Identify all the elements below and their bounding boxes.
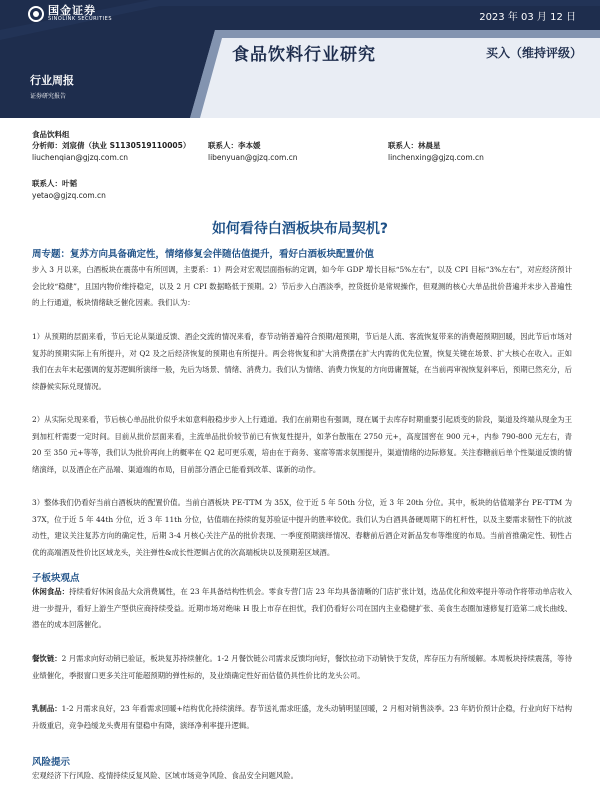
author-email[interactable]: libenyuan@gjzq.com.cn (208, 153, 298, 162)
author-email[interactable]: linchenxing@gjzq.com.cn (388, 153, 484, 162)
focus-point-1: 1）从预期的层面来看，节后无论从渠道反馈、酒企交流的情况来看，春节动销普遍符合预期/超预期，节后是人流、客流恢复带来的消费超预期回暖，因此节后市场对复苏的预期实际上有所提升，对 Q2 及之后经济恢复的预期也有所提升。两会将恢复和扩大消费摆在扩大内需的优先位置，恢复关键在场景、扩大核心在收入。正如我们在去年末起强调的复苏逻辑所演绎一般，先后为场景、情绪、消费力。我们认为情绪、消费力恢复的方向毋庸置疑，在当前再审视恢复斜率后，预期已然充分，后续静候实际兑现情况。 (32, 332, 572, 391)
focus-point-2: 2）从实际兑现来看，节后核心单品批价似乎未如意料般稳步步入上行通道。我们在前期也有强调，现在属于去库存时期重要引起质变的阶段，渠道及终端从现金为王到加杠杆需要一定时间。目前从批价层面来看，主流单品批价较节前已有恢复性提升，如茅台散瓶在 2750 元+，高度国窖在 900 元+，内参 790-800 元左右，青 20 至 350 元+等等，我们认为批价再向上的概率在 Q2 起可更乐观，培由在于商务、宴席等需求氛围提升，渠道情绪的边际修复。关注春糖前后单个性渠道反馈的情绪演绎，以及酒企在产品端、渠道端的布局，目前部分酒企已能看到改革、谋新的动作。 (32, 415, 572, 474)
article-title: 如何看待白酒板块布局契机? (211, 221, 389, 237)
report-subtype: 证券研究报告 (30, 93, 67, 100)
rating-badge: 买入（维持评级） (486, 46, 583, 60)
author-email[interactable]: yetao@gjzq.com.cn (32, 191, 106, 200)
report-date: 2023 年 03 月 12 日 (479, 12, 576, 23)
focus-heading: 周专题：复苏方向具备确定性，情绪修复会伴随估值提升，看好白酒板块配置价值 (32, 249, 375, 260)
author-name: 联系人：李本媛 (208, 141, 261, 150)
author-name: 联系人：叶韬 (32, 179, 77, 188)
risk-text: 宏观经济下行风险、疫情持续反复风险、区域市场竞争风险、食品安全问题风险。 (32, 771, 299, 780)
focus-point-3: 3）整体我们仍看好当前白酒板块的配置价值。当前白酒板块 PE-TTM 为 35X，位于近 5 年 50th 分位，近 3 年 20th 分位。其中，板块的估值端茅台 PE-TTM 为 37X，位于近 5 年 44th 分位，近 3 年 11th 分位，估值端在持续的复苏验证中提升的胜率较优。我们认为白酒具备硬周期下的杠杆性，以及主要需求韧性下的抗波动性，建议关注复苏方向的确定性，后期 3-4 月核心关注产品的批价表现、一季度预期演绎情况、春糖前后酒企对新品发布等维度的布局。当前首推确定性、韧性占优的高端酒及性价比区域龙头，关注弹性&成长性逻辑占优的次高端板块以及预期差区域酒。 (32, 498, 572, 557)
logo-name-en: SINOLINK SECURITIES (48, 16, 112, 22)
snack-foods-label: 休闲食品： (32, 587, 70, 596)
author-email[interactable]: liuchenqian@gjzq.com.cn (32, 153, 129, 162)
author-contact-3 (388, 140, 484, 164)
author-name: 联系人：林晨星 (388, 141, 441, 150)
snack-foods-paragraph (32, 584, 572, 634)
catering-chain-paragraph (32, 651, 572, 684)
sector-label: 食品饮料组 (32, 130, 70, 139)
risk-heading: 风险提示 (32, 757, 71, 768)
snack-foods-text: 持续看好休闲食品大众消费属性，在 23 年具备结构性机会。零食专营门店 23 年均具备清晰的门店扩张计划，选品优化和效率提升等动作将带动单店收入进一步提升，看好上游生产型供应商持续受益。近期市场对绝味 H 股上市存在担忧，我们仍看好公司在国内主业稳健扩张、美食生态圈加速修复打造第二成长曲线、潜在的成本回落催化。 (32, 587, 572, 630)
author-contact-2 (208, 140, 298, 164)
sub-sector-heading: 子板块观点 (32, 573, 80, 584)
author-contact-4 (32, 178, 106, 202)
catering-chain-text: 2 月需求向好动销已验证，板块复苏持续催化。1-2 月餐饮链公司需求反馈均向好，餐饮拉动下动销快于发货，库存压力有所缓解。本周板块持续震荡，等待业绩催化，季报窗口更多关注可能超预期的弹性标的，及业绩确定性好而估值仍具性价比的龙头公司。 (32, 654, 572, 680)
company-logo (28, 5, 112, 22)
dairy-label: 乳制品： (32, 704, 62, 713)
focus-intro: 步入 3 月以来，白酒板块在震荡中有所回调，主要系：1）两会对宏观层面指标的定调，如今年 GDP 增长目标“5%左右”，以及 CPI 目标“3%左右”，对应经济预计会比较“稳健”，且国内物价维持稳定，以及 2 月 CPI 数据略低于预期。2）节后步入白酒淡季，控货挺价是常规操作，但观测的核心大单品批价普遍并未步入普遍性的上行通道，板块情绪缺乏催化因素。我们认为： (32, 265, 572, 308)
catering-chain-label: 餐饮链： (32, 654, 62, 663)
header-banner (0, 0, 600, 118)
dairy-text: 1-2 月需求良好，23 年看需求回暖+结构优化持续演绎。春节送礼需求旺盛，龙头动销明显回暖，2 月相对销售淡季。23 年奶价预计企稳，行业向好下结构升级重启，竞争趋缓龙头费用有望稳中有降，演绎净利率提升逻辑。 (32, 704, 572, 730)
logo-name-cn: 国金证券 (48, 4, 96, 17)
logo-icon (28, 6, 44, 22)
author-analyst (32, 140, 190, 164)
dairy-paragraph (32, 701, 572, 734)
report-type: 行业周报 (30, 74, 74, 87)
author-name: 分析师：刘宸倩（执业 S1130519110005） (32, 141, 191, 150)
report-title: 食品饮料行业研究 (232, 45, 376, 65)
